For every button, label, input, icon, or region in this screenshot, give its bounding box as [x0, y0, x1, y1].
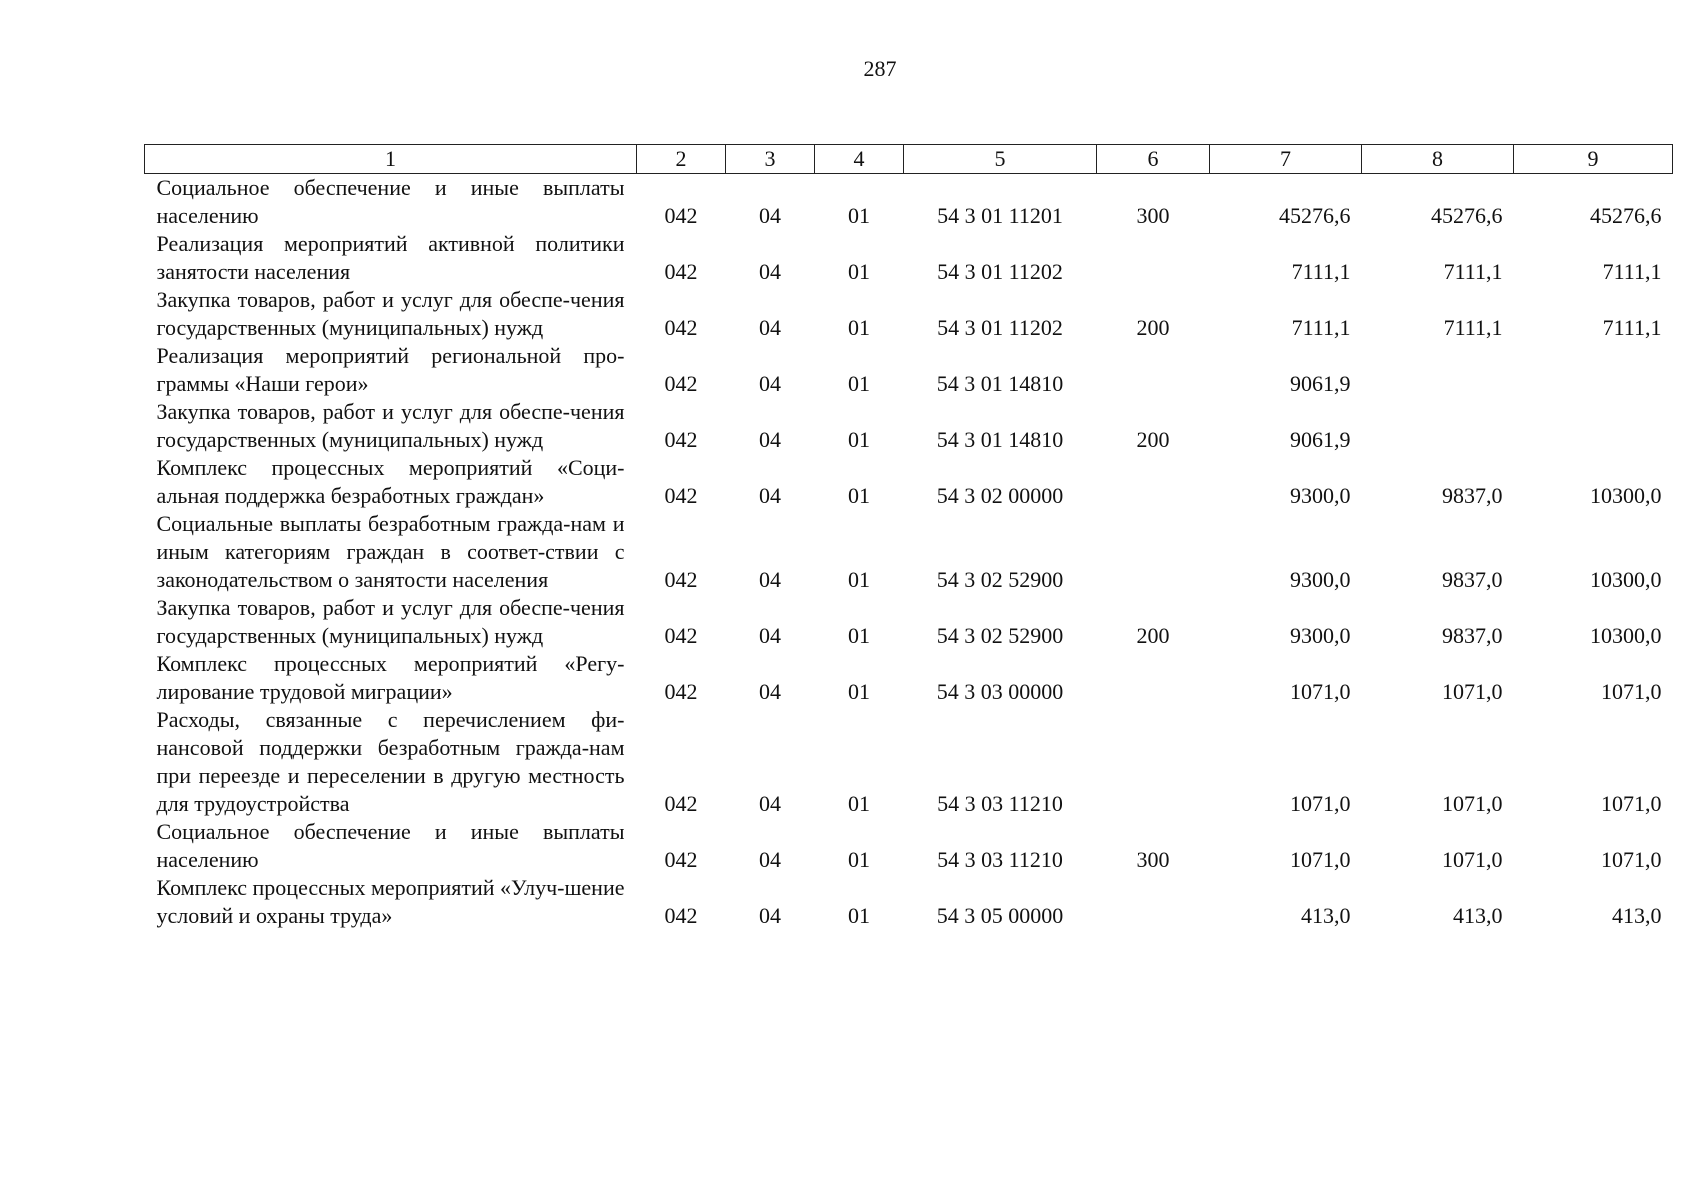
vr-cell: 200: [1136, 315, 1170, 340]
glava-cell: 042: [664, 371, 698, 396]
row-name-cell: Социальное обеспечение и иные выплаты населению: [156, 175, 625, 228]
table-row: [145, 650, 1673, 706]
column-header: 2: [637, 145, 726, 174]
column-header: 9: [1514, 145, 1673, 174]
amount-col7-cell: 1071,0: [1290, 847, 1351, 872]
row-name-cell: Расходы, связанные с перечислением фи-нансовой поддержки безработным гражда-нам при переезде и переселении в другую местность для трудоустройства: [156, 707, 625, 816]
table-row: [145, 398, 1673, 454]
csr-cell: 54 3 01 14810: [936, 371, 1064, 396]
rz-cell: 04: [759, 203, 781, 228]
vr-cell: [1097, 706, 1210, 818]
amount-col7-cell: 9061,9: [1290, 427, 1351, 452]
row-name-cell: Закупка товаров, работ и услуг для обеспе-чения государственных (муниципальных) нужд: [156, 399, 625, 452]
column-header: 6: [1097, 145, 1210, 174]
amount-col7-cell: 7111,1: [1291, 259, 1351, 284]
pr-cell: 01: [848, 791, 870, 816]
amount-col7-cell: 9300,0: [1290, 567, 1351, 592]
rz-cell: 04: [759, 371, 781, 396]
column-header: 7: [1210, 145, 1362, 174]
amount-col7-cell: 9061,9: [1290, 371, 1351, 396]
csr-cell: 54 3 01 11202: [937, 259, 1063, 284]
row-name-cell: Комплекс процессных мероприятий «Регу-лирование трудовой миграции»: [156, 651, 625, 704]
rz-cell: 04: [759, 427, 781, 452]
table-row: [145, 874, 1673, 930]
glava-cell: 042: [664, 903, 698, 928]
amount-col8-cell: 1071,0: [1442, 679, 1503, 704]
amount-col8-cell: 413,0: [1453, 903, 1503, 928]
rz-cell: 04: [759, 791, 781, 816]
pr-cell: 01: [848, 567, 870, 592]
pr-cell: 01: [848, 903, 870, 928]
pr-cell: 01: [848, 427, 870, 452]
amount-col7-cell: 413,0: [1301, 903, 1351, 928]
amount-col8-cell: 9837,0: [1442, 483, 1503, 508]
page-number: 287: [863, 56, 897, 81]
amount-col7-cell: 1071,0: [1290, 679, 1351, 704]
table-row: [145, 230, 1673, 286]
column-header: 3: [726, 145, 815, 174]
pr-cell: 01: [848, 847, 870, 872]
csr-cell: 54 3 05 00000: [936, 903, 1064, 928]
amount-col8-cell: 1071,0: [1442, 791, 1503, 816]
vr-cell: 200: [1136, 427, 1170, 452]
budget-table: [144, 144, 1673, 930]
vr-cell: [1097, 342, 1210, 398]
amount-col9-cell: 1071,0: [1601, 791, 1662, 816]
amount-col7-cell: 1071,0: [1290, 791, 1351, 816]
csr-cell: 54 3 02 52900: [936, 567, 1064, 592]
pr-cell: 01: [848, 623, 870, 648]
rz-cell: 04: [759, 623, 781, 648]
vr-cell: [1097, 454, 1210, 510]
glava-cell: 042: [664, 791, 698, 816]
glava-cell: 042: [664, 623, 698, 648]
row-name-cell: Комплекс процессных мероприятий «Улуч-шение условий и охраны труда»: [156, 875, 625, 928]
csr-cell: 54 3 01 11202: [937, 315, 1063, 340]
amount-col9-cell: 10300,0: [1590, 483, 1662, 508]
glava-cell: 042: [664, 483, 698, 508]
vr-cell: 200: [1136, 623, 1170, 648]
pr-cell: 01: [848, 259, 870, 284]
amount-col7-cell: 45276,6: [1279, 203, 1351, 228]
amount-col9-cell: 7111,1: [1602, 315, 1662, 340]
rz-cell: 04: [759, 679, 781, 704]
pr-cell: 01: [848, 679, 870, 704]
amount-col8-cell: 45276,6: [1431, 203, 1503, 228]
rz-cell: 04: [759, 483, 781, 508]
amount-col8-cell: 1071,0: [1442, 847, 1503, 872]
amount-col9-cell: 413,0: [1612, 903, 1662, 928]
csr-cell: 54 3 02 52900: [936, 623, 1064, 648]
column-header: 8: [1362, 145, 1514, 174]
vr-cell: [1097, 510, 1210, 594]
table-row: [145, 706, 1673, 818]
amount-col9-cell: 1071,0: [1601, 679, 1662, 704]
column-header: 5: [904, 145, 1097, 174]
row-name-cell: Закупка товаров, работ и услуг для обеспе-чения государственных (муниципальных) нужд: [156, 595, 625, 648]
amount-col8-cell: 7111,1: [1443, 259, 1503, 284]
amount-col8-cell: [1362, 342, 1514, 398]
glava-cell: 042: [664, 567, 698, 592]
rz-cell: 04: [759, 315, 781, 340]
amount-col9-cell: [1514, 342, 1673, 398]
rz-cell: 04: [759, 847, 781, 872]
vr-cell: 300: [1136, 847, 1170, 872]
rz-cell: 04: [759, 567, 781, 592]
amount-col8-cell: 7111,1: [1443, 315, 1503, 340]
vr-cell: [1097, 230, 1210, 286]
amount-col7-cell: 9300,0: [1290, 483, 1351, 508]
rz-cell: 04: [759, 903, 781, 928]
pr-cell: 01: [848, 483, 870, 508]
amount-col9-cell: [1514, 398, 1673, 454]
glava-cell: 042: [664, 203, 698, 228]
csr-cell: 54 3 03 11210: [937, 791, 1063, 816]
amount-col8-cell: 9837,0: [1442, 623, 1503, 648]
csr-cell: 54 3 03 11210: [937, 847, 1063, 872]
row-name-cell: Закупка товаров, работ и услуг для обеспе-чения государственных (муниципальных) нужд: [156, 287, 625, 340]
column-header: 1: [145, 145, 637, 174]
amount-col7-cell: 9300,0: [1290, 623, 1351, 648]
csr-cell: 54 3 01 11201: [937, 203, 1063, 228]
csr-cell: 54 3 01 14810: [936, 427, 1064, 452]
row-name-cell: Реализация мероприятий региональной про-граммы «Наши герои»: [156, 343, 625, 396]
row-name-cell: Комплекс процессных мероприятий «Соци-альная поддержка безработных граждан»: [156, 455, 625, 508]
amount-col9-cell: 1071,0: [1601, 847, 1662, 872]
glava-cell: 042: [664, 427, 698, 452]
rz-cell: 04: [759, 259, 781, 284]
glava-cell: 042: [664, 315, 698, 340]
vr-cell: [1097, 874, 1210, 930]
vr-cell: 300: [1136, 203, 1170, 228]
table-row: [145, 594, 1673, 650]
pr-cell: 01: [848, 203, 870, 228]
amount-col9-cell: 45276,6: [1590, 203, 1662, 228]
glava-cell: 042: [664, 259, 698, 284]
amount-col8-cell: [1362, 398, 1514, 454]
glava-cell: 042: [664, 847, 698, 872]
amount-col8-cell: 9837,0: [1442, 567, 1503, 592]
pr-cell: 01: [848, 371, 870, 396]
row-name-cell: Социальные выплаты безработным гражда-нам и иным категориям граждан в соответ-ствии с законодательством о занятости населения: [156, 511, 625, 592]
column-header: 4: [815, 145, 904, 174]
table-row: [145, 174, 1673, 231]
table-row: [145, 454, 1673, 510]
table-row: [145, 510, 1673, 594]
row-name-cell: Социальное обеспечение и иные выплаты населению: [156, 819, 625, 872]
glava-cell: 042: [664, 679, 698, 704]
row-name-cell: Реализация мероприятий активной политики занятости населения: [156, 231, 625, 284]
table-body: [145, 174, 1673, 931]
amount-col7-cell: 7111,1: [1291, 315, 1351, 340]
amount-col9-cell: 10300,0: [1590, 567, 1662, 592]
csr-cell: 54 3 02 00000: [936, 483, 1064, 508]
pr-cell: 01: [848, 315, 870, 340]
csr-cell: 54 3 03 00000: [936, 679, 1064, 704]
amount-col9-cell: 7111,1: [1602, 259, 1662, 284]
table-row: [145, 818, 1673, 874]
amount-col9-cell: 10300,0: [1590, 623, 1662, 648]
vr-cell: [1097, 650, 1210, 706]
table-row: [145, 342, 1673, 398]
header-row: [145, 145, 1673, 174]
table-row: [145, 286, 1673, 342]
